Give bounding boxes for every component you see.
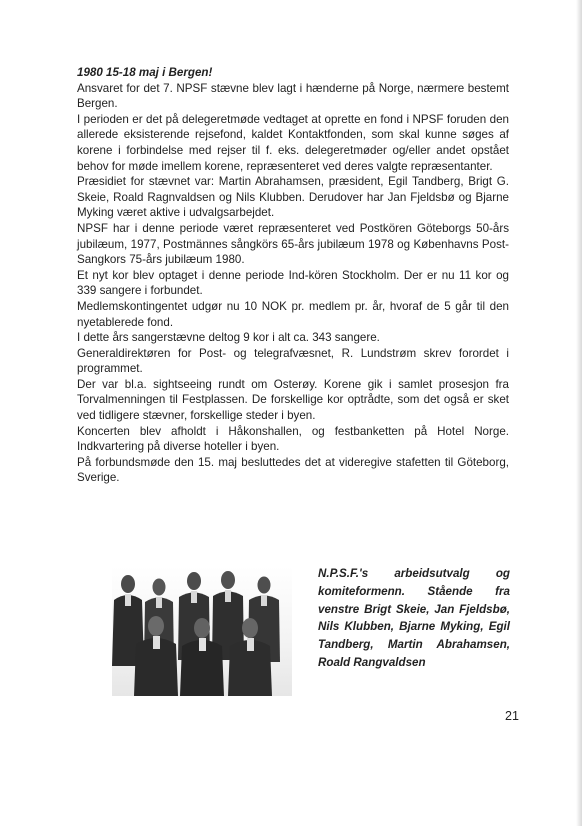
page-number: 21 bbox=[505, 709, 519, 723]
article-body bbox=[77, 65, 509, 486]
paragraph: I dette års sangerstævne deltog 9 kor i alt ca. 343 sangere. bbox=[77, 331, 380, 345]
paragraph: Ansvaret for det 7. NPSF stævne blev lagt i hænderne på Norge, nærmere bestemt Bergen. bbox=[77, 81, 509, 111]
page-edge-shadow bbox=[576, 0, 582, 826]
paragraph: Medlemskontingentet udgør nu 10 NOK pr. medlem pr. år, hvoraf de 5 går til den nyetablerede fond. bbox=[77, 299, 509, 329]
paragraph: NPSF har i denne periode været repræsenteret ved Postkören Göteborgs 50-års jubilæum, 1977, Postmännes sångkörs 65-års jubilæum 1978 og Københavns Post-Sangkors 75-års jubilæum 1980. bbox=[77, 221, 509, 267]
paragraph: Et nyt kor blev optaget i denne periode Ind-kören Stockholm. Der er nu 11 kor og 339 sangere i forbundet. bbox=[77, 268, 509, 298]
photo-caption: N.P.S.F.'s arbeidsutvalg og komiteformenn. Stående fra venstre Brigt Skeie, Jan Fjeldsbø, Nils Klubben, Bjarne Myking, Egil Tandberg, Martin Abrahamsen, Roald Rangvaldsen bbox=[318, 567, 510, 669]
group-photo bbox=[112, 566, 292, 696]
paragraph: Præsidiet for stævnet var: Martin Abrahamsen, præsident, Egil Tandberg, Brigt G. Skeie, Roald Ragnvaldsen og Nils Klubben. Derudover har Jan Fjeldsbø og Bjarne Myking været aktive i udvalgsarbejdet. bbox=[77, 175, 509, 220]
paragraph: Der var bl.a. sightseeing rundt om Osterøy. Korene gik i samlet prosesjon fra Torvalmenningen til Festplassen. De forskellige kor optrådte, som det også er sket ved tidligere stævner, forskellige steder i byen. bbox=[77, 377, 509, 423]
article-heading: 1980 15-18 maj i Bergen! bbox=[77, 66, 213, 79]
paragraph: Koncerten blev afholdt i Håkonshallen, og festbanketten på Hotel Norge. Indkvartering på diverse hoteller i byen. bbox=[77, 424, 509, 454]
paragraph: I perioden er det på delegeretmøde vedtaget at oprette en fond i NPSF foruden den allerede eksisterende rejsefond, kaldet Kontaktfonden, som skal kunne søges af korene i forbindelse med rejser til f. eks. delegeretmøder og/eller andet opstået behov for møde imellem korene, repræsenteret ved deres valgte repræsentanter. bbox=[77, 112, 509, 173]
paragraph: Generaldirektøren for Post- og telegrafvæsnet, R. Lundstrøm skrev forordet i programmet. bbox=[77, 346, 509, 376]
paragraph: På forbundsmøde den 15. maj besluttedes det at videregive stafetten til Göteborg, Sverige. bbox=[77, 455, 509, 485]
